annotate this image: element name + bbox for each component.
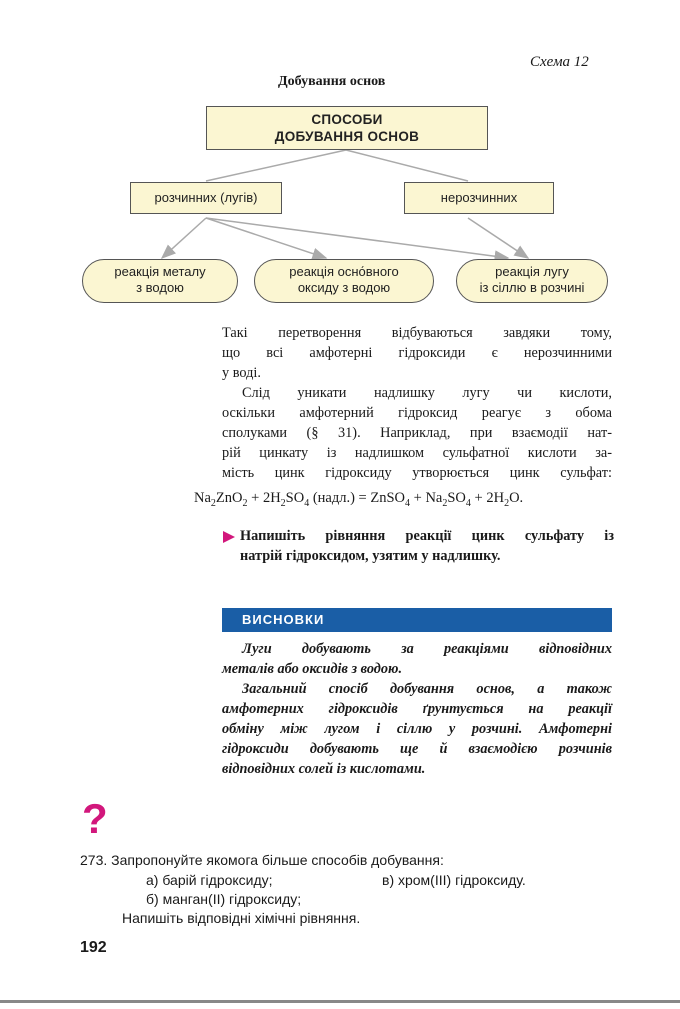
footer-divider	[0, 1000, 680, 1003]
question-instruction: Напишіть відповідні хімічні рівняння.	[122, 910, 361, 926]
concl-line-3: Загальний спосіб добування основ, а також	[242, 681, 612, 697]
question-option-b: б) манган(II) гідроксиду;	[146, 891, 302, 907]
schema-number: Схема 12	[530, 54, 589, 70]
schema-title: Добування основ	[278, 74, 386, 89]
reaction-equation: $Na_2ZnO_2 + 2H_2SO_4$ (надл.) = ZnSO$_4$ + $Na_2SO_4 + 2H_2O$.	[194, 490, 524, 509]
task-line-1: Напишіть рівняння реакції цинк сульфату із	[240, 528, 614, 544]
p2-line-2: оскільки амфотерний гідроксид реагує з обома	[222, 405, 612, 421]
p2-line-5: мість цинк гідроксиду утворюється цинк сульфат:	[222, 465, 612, 481]
question-mark-icon: ?	[82, 795, 108, 842]
p2-line-3: сполуками (§ 31). Наприклад, при взаємодії нат-	[222, 425, 612, 441]
p1-line-1: Такі перетворення відбуваються завдяки тому,	[222, 325, 612, 341]
page-number: 192	[80, 939, 107, 956]
main-box-line-2: ДОБУВАННЯ ОСНОВ	[274, 129, 420, 144]
oval-alkali-salt	[456, 259, 608, 303]
p2-line-1: Слід уникати надлишку лугу чи кислоти,	[242, 385, 612, 401]
concl-line-7: відповідних солей із кислотами.	[222, 761, 426, 777]
oval-1-line-2: з водою	[136, 280, 184, 295]
oval-2-line-1: реакція осно́вного	[289, 264, 399, 279]
oval-oxide-water	[254, 259, 434, 303]
oval-3-line-2: із сіллю в розчині	[479, 280, 585, 295]
methods-main-box	[206, 106, 488, 150]
oval-1-line-1: реакція металу	[114, 264, 206, 279]
conclusions-header-label: ВИСНОВКИ	[242, 612, 325, 627]
task-arrow-icon	[222, 530, 236, 544]
p1-line-3: у воді.	[222, 365, 261, 381]
concl-line-5: обміну між лугом і сіллю у розчині. Амфотерні	[222, 721, 612, 737]
conclusions-text	[222, 639, 612, 779]
question-273: 273. Запропонуйте якомога більше способів добування:	[80, 852, 444, 868]
question-option-v: в) хром(III) гідроксиду.	[382, 872, 526, 888]
p1-line-2: що всі амфотерні гідроксиди є нерозчинними	[222, 345, 612, 361]
oval-metal-water	[82, 259, 238, 303]
conclusions-header	[222, 608, 612, 632]
main-box-line-1: СПОСОБИ	[311, 112, 383, 127]
concl-line-6: гідроксиди добувають ще й взаємодією розчинів	[222, 741, 612, 757]
concl-line-4: амфотерних гідроксидів ґрунтується на реакції	[222, 701, 612, 717]
concl-line-1: Луги добувають за реакціями відповідних	[242, 641, 612, 657]
task-text	[240, 526, 614, 566]
question-option-a: а) барій гідроксиду;	[146, 872, 273, 888]
paragraph-2	[222, 383, 612, 483]
concl-line-2: металів або оксидів з водою.	[222, 661, 403, 677]
paragraph-1	[222, 323, 612, 383]
oval-2-line-2: оксиду з водою	[297, 280, 391, 295]
insoluble-box: нерозчинних	[404, 182, 554, 214]
oval-3-line-1: реакція лугу	[495, 264, 569, 279]
soluble-box: розчинних (лугів)	[130, 182, 282, 214]
task-line-2: натрій гідроксидом, узятим у надлишку.	[240, 548, 501, 564]
p2-line-4: рій цинкату із надлишком сульфатної кислоти за-	[222, 445, 612, 461]
